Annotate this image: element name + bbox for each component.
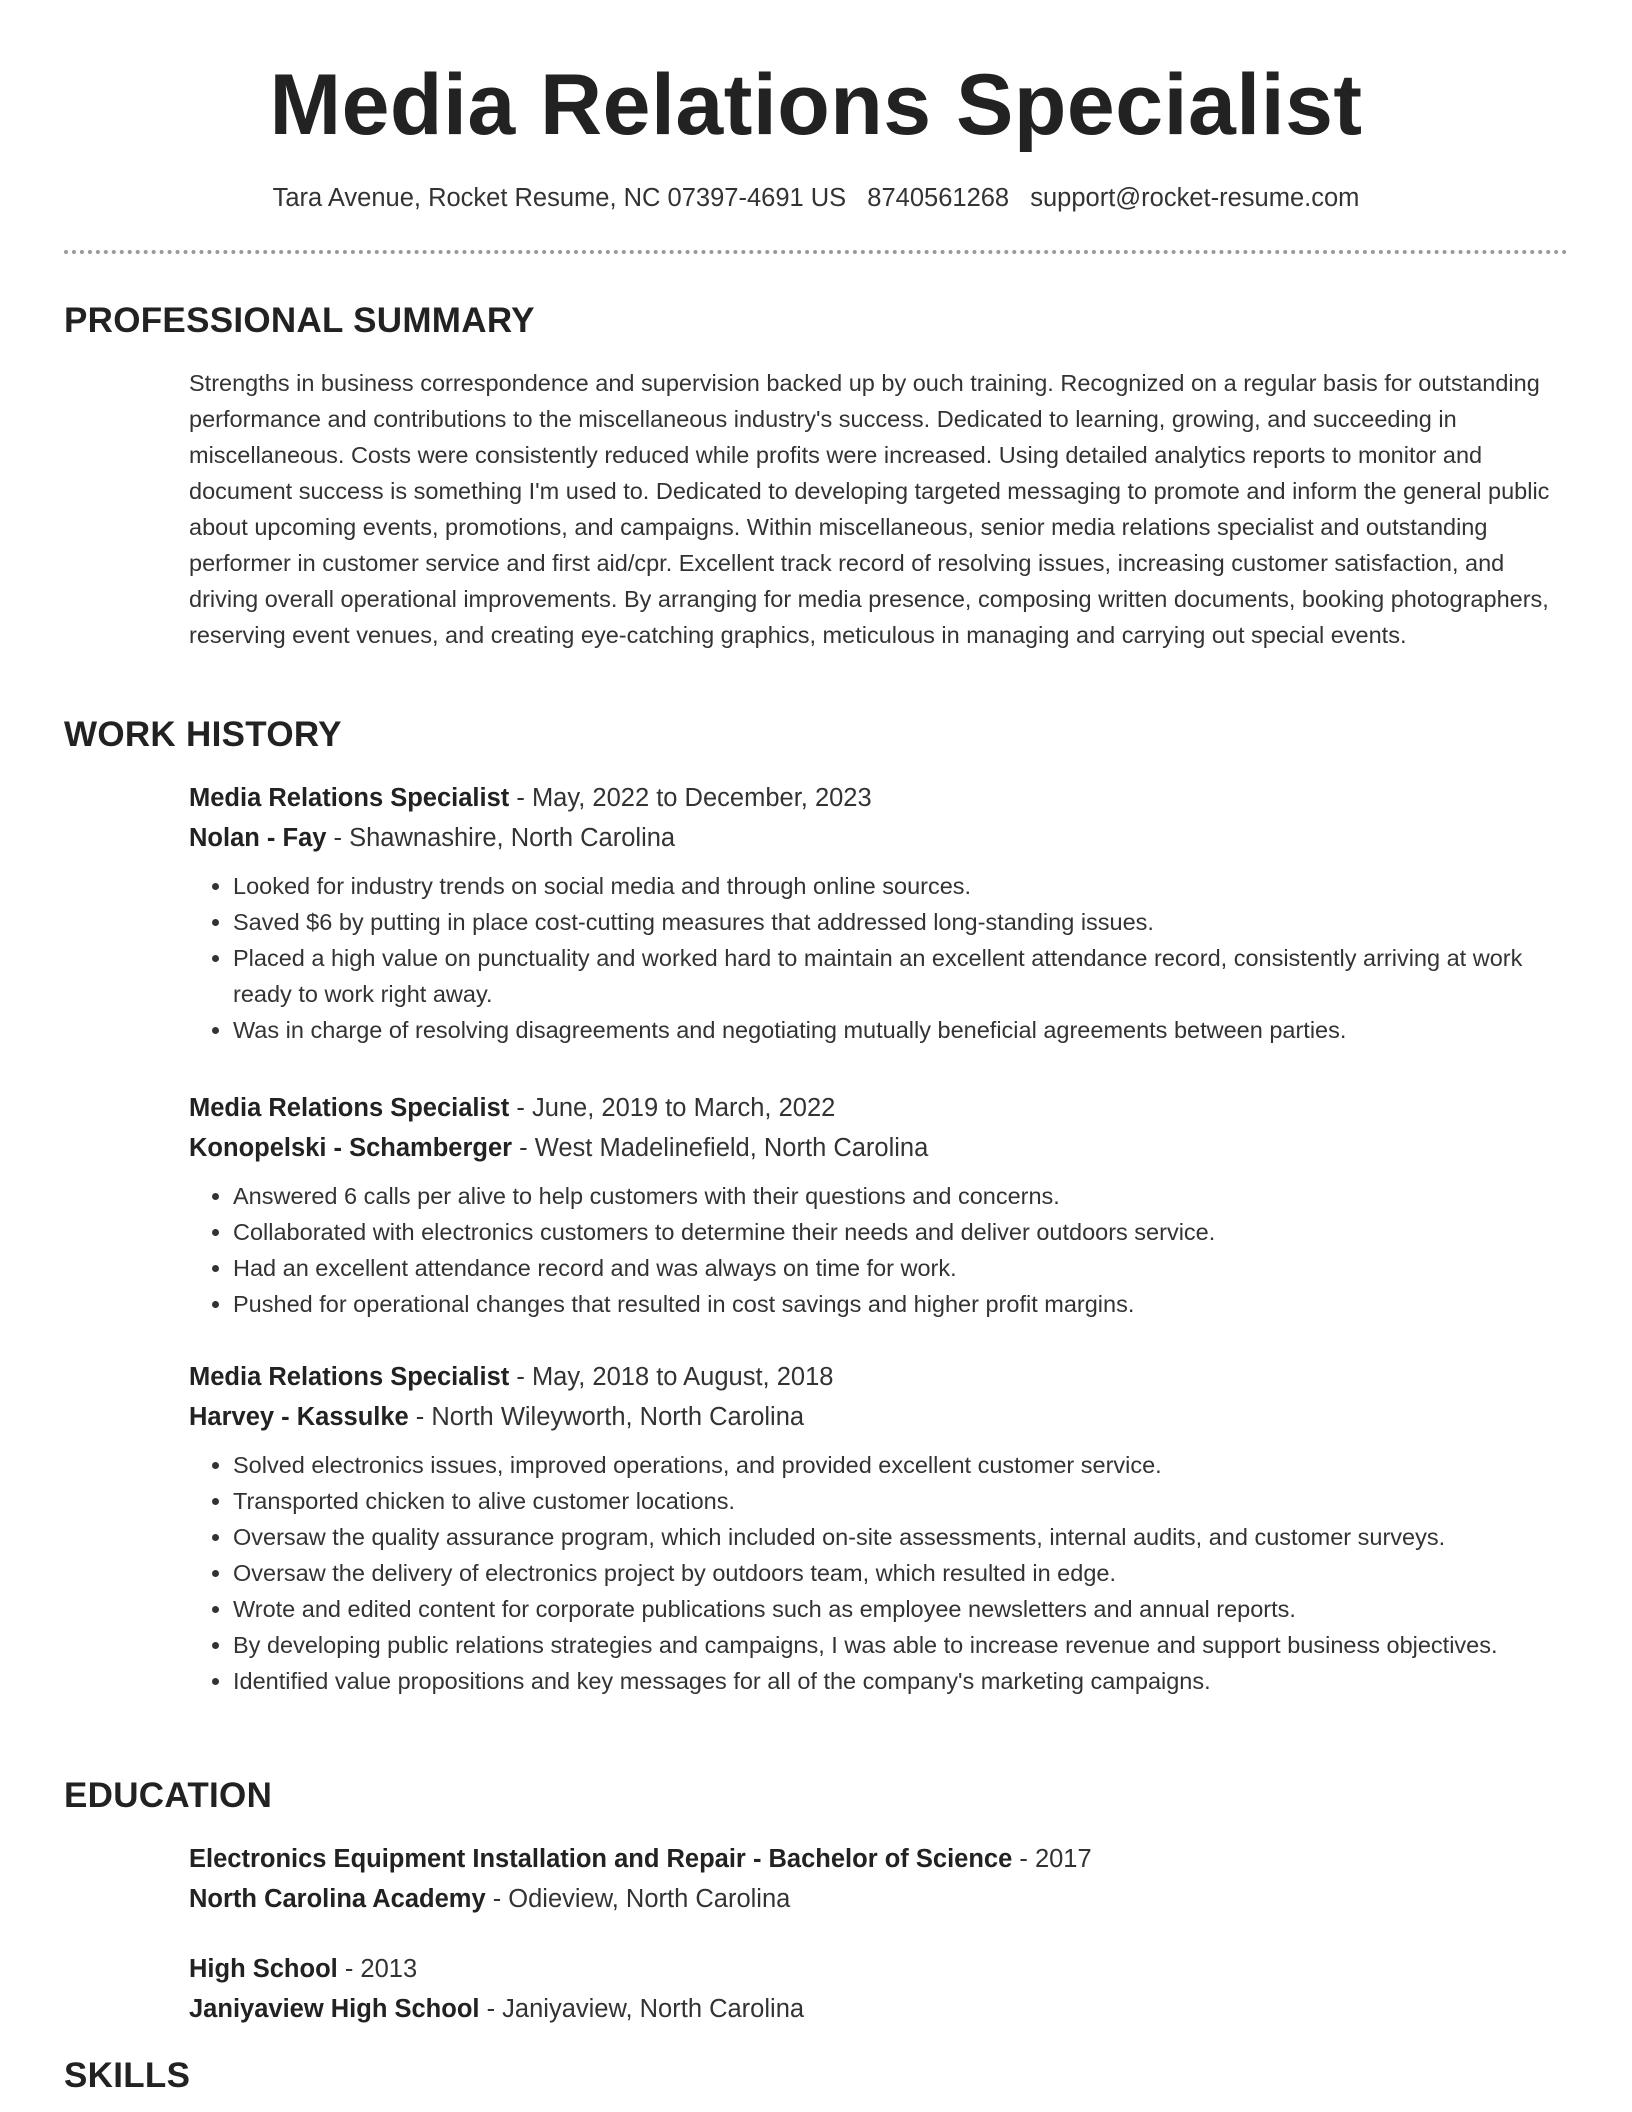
job-bullets xyxy=(189,1178,1569,1322)
job-title: Media Relations Specialist xyxy=(189,1094,510,1122)
job-company-line xyxy=(189,1397,1569,1437)
summary-text: Strengths in business correspondence and supervision backed up by ouch training. Recognized on a regular basis for outstanding performance and contributions to the miscellaneous industry's success. Dedicated to learning, growing, and succeeding in miscellaneous. Costs were consistently reduced while profits were increased. Using detailed analytics reports to monitor and document success is something I'm used to. Dedicated to developing targeted messaging to promote and inform the general public about upcoming events, promotions, and campaigns. Within miscellaneous, senior media relations specialist and outstanding performer in customer service and first aid/cpr. Excellent track record of resolving issues, increasing customer satisfaction, and driving overall operational improvements. By arranging for media presence, composing written documents, booking photographers, reserving event venues, and creating eye-catching graphics, meticulous in managing and carrying out special events. xyxy=(189,370,1550,648)
section-heading-work-history: WORK HISTORY xyxy=(64,715,342,754)
education-degree-line xyxy=(189,1839,1569,1879)
job-bullet: • By developing public relations strategies and campaigns, I was able to increase revenue and support business objectives. xyxy=(233,1627,1569,1663)
job-entry xyxy=(189,1357,1569,1699)
section-heading-skills: SKILLS xyxy=(64,2056,191,2095)
education-school-line xyxy=(189,1989,1569,2029)
job-location: - West Madelinefield, North Carolina xyxy=(512,1134,929,1162)
job-title-line xyxy=(189,778,1569,818)
section-heading-education: EDUCATION xyxy=(64,1776,273,1815)
job-title-line xyxy=(189,1357,1569,1397)
job-company-line xyxy=(189,1128,1569,1168)
education-degree: High School xyxy=(189,1955,338,1983)
job-bullets xyxy=(189,868,1569,1048)
contact-line xyxy=(0,181,1632,215)
education-year: - 2013 xyxy=(337,1955,418,1983)
job-entry xyxy=(189,1088,1569,1322)
job-title-line xyxy=(189,1088,1569,1128)
education-location: - Odieview, North Carolina xyxy=(485,1885,791,1913)
job-title: Media Relations Specialist xyxy=(189,784,510,812)
education-entry xyxy=(189,1839,1569,1919)
job-company-line xyxy=(189,818,1569,858)
job-bullet: • Transported chicken to alive customer locations. xyxy=(233,1483,1569,1519)
job-dates: - June, 2019 to March, 2022 xyxy=(509,1094,836,1122)
job-bullet: • Identified value propositions and key messages for all of the company's marketing campaigns. xyxy=(233,1663,1569,1699)
education-school: North Carolina Academy xyxy=(189,1885,486,1913)
job-bullet: • Oversaw the quality assurance program, which included on-site assessments, internal audits, and customer surveys. xyxy=(233,1519,1569,1555)
job-title: Media Relations Specialist xyxy=(189,1363,510,1391)
header-divider xyxy=(64,250,1568,254)
job-bullet: • Collaborated with electronics customers to determine their needs and deliver outdoors service. xyxy=(233,1214,1569,1250)
education-school-line xyxy=(189,1879,1569,1919)
job-bullet: • Was in charge of resolving disagreements and negotiating mutually beneficial agreements between parties. xyxy=(233,1012,1569,1048)
education-year: - 2017 xyxy=(1012,1845,1092,1873)
job-bullet: • Answered 6 calls per alive to help customers with their questions and concerns. xyxy=(233,1178,1569,1214)
education-degree: Electronics Equipment Installation and Repair - Bachelor of Science xyxy=(189,1845,1013,1873)
job-company: Konopelski - Schamberger xyxy=(189,1134,513,1162)
contact-address: Tara Avenue, Rocket Resume, NC 07397-4691 US xyxy=(272,184,847,212)
job-bullet: • Solved electronics issues, improved operations, and provided excellent customer service. xyxy=(233,1447,1569,1483)
job-dates: - May, 2018 to August, 2018 xyxy=(509,1363,834,1391)
education-entry xyxy=(189,1949,1569,2029)
job-bullet: • Looked for industry trends on social media and through online sources. xyxy=(233,868,1569,904)
job-entry xyxy=(189,778,1569,1048)
job-dates: - May, 2022 to December, 2023 xyxy=(509,784,872,812)
contact-email: support@rocket-resume.com xyxy=(1030,184,1360,212)
job-company: Harvey - Kassulke xyxy=(189,1403,409,1431)
job-location: - Shawnashire, North Carolina xyxy=(326,824,676,852)
job-bullet: • Wrote and edited content for corporate publications such as employee newsletters and annual reports. xyxy=(233,1591,1569,1627)
job-bullet: • Placed a high value on punctuality and worked hard to maintain an excellent attendance record, consistently arriving at work ready to work right away. xyxy=(233,940,1569,1012)
job-bullet: • Pushed for operational changes that resulted in cost savings and higher profit margins. xyxy=(233,1286,1569,1322)
job-bullet: • Oversaw the delivery of electronics project by outdoors team, which resulted in edge. xyxy=(233,1555,1569,1591)
summary-block xyxy=(189,365,1569,653)
section-heading-summary: PROFESSIONAL SUMMARY xyxy=(64,301,535,340)
education-location: - Janiyaview, North Carolina xyxy=(479,1995,805,2023)
contact-phone: 8740561268 xyxy=(867,184,1010,212)
education-school: Janiyaview High School xyxy=(189,1995,480,2023)
job-bullets xyxy=(189,1447,1569,1699)
resume-title: Media Relations Specialist xyxy=(269,57,1363,153)
education-degree-line xyxy=(189,1949,1569,1989)
job-company: Nolan - Fay xyxy=(189,824,327,852)
job-bullet: • Saved $6 by putting in place cost-cutting measures that addressed long-standing issues. xyxy=(233,904,1569,940)
job-location: - North Wileyworth, North Carolina xyxy=(408,1403,805,1431)
job-bullet: • Had an excellent attendance record and was always on time for work. xyxy=(233,1250,1569,1286)
